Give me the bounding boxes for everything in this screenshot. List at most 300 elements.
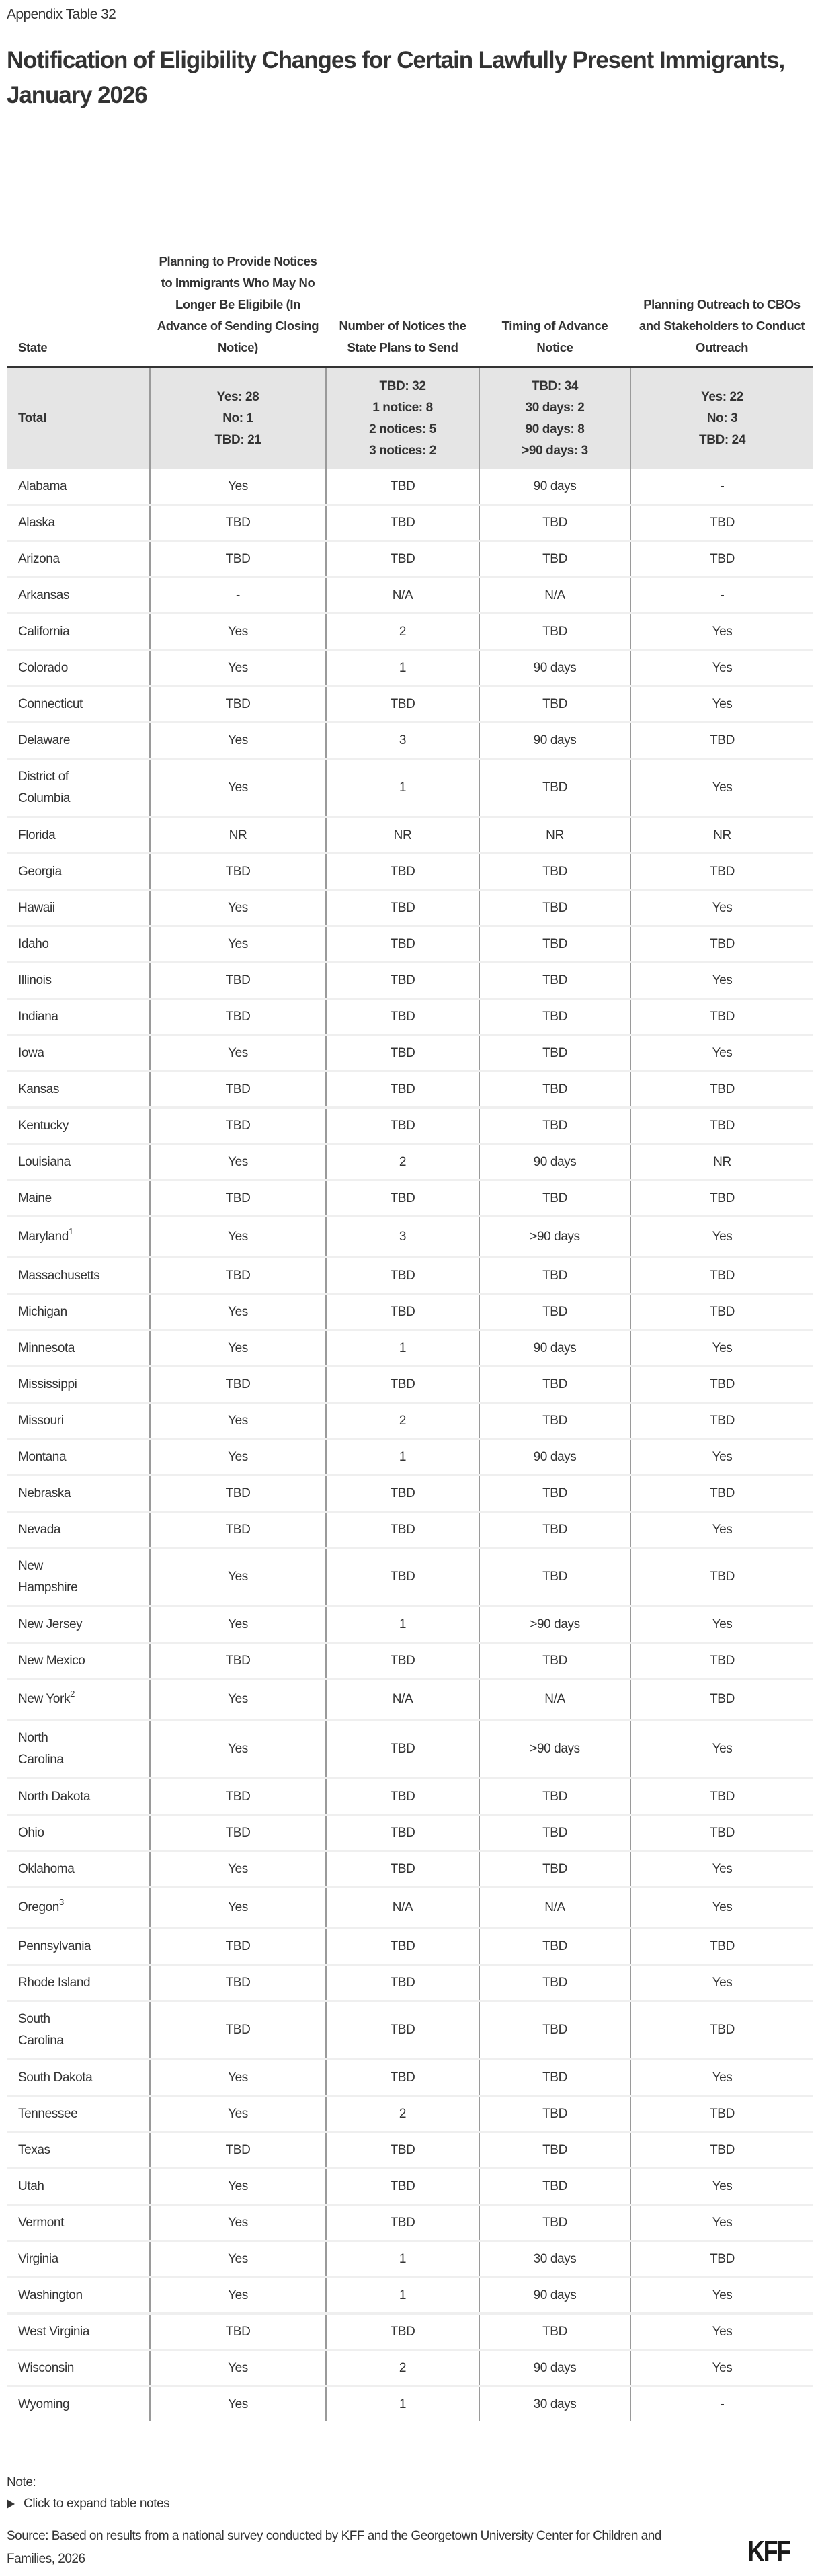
page-title: Notification of Eligibility Changes for Certain Lawfully Present Immigrants, January 2026 <box>7 47 785 108</box>
number-of-notices-cell: TBD <box>326 1476 479 1512</box>
number-of-notices-cell: N/A <box>326 1888 479 1929</box>
column-header-number-of-notices[interactable]: Number of Notices the State Plans to Send <box>326 148 479 368</box>
planning-notices-cell: NR <box>150 817 326 854</box>
number-of-notices-cell: TBD <box>326 2132 479 2169</box>
footnote-marker: 1 <box>68 1225 73 1236</box>
outreach-cell: TBD <box>630 1258 813 1294</box>
timing-cell: 90 days <box>479 469 630 505</box>
state-name: District of Columbia <box>18 770 71 805</box>
state-cell <box>7 723 150 759</box>
number-of-notices-cell: 1 <box>326 2386 479 2422</box>
planning-notices-cell: TBD <box>150 1815 326 1851</box>
table-row <box>7 505 813 541</box>
state-name: Rhode Island <box>18 1975 91 1990</box>
state-name: Florida <box>18 828 56 842</box>
number-of-notices-cell: NR <box>326 817 479 854</box>
timing-cell: TBD <box>479 1815 630 1851</box>
state-name: North Dakota <box>18 1789 91 1804</box>
outreach-cell: Yes <box>630 1888 813 1929</box>
state-name: Delaware <box>18 733 71 748</box>
state-name: New York <box>18 1692 71 1706</box>
table-row <box>7 890 813 926</box>
table-row <box>7 2132 813 2169</box>
state-cell <box>7 2132 150 2169</box>
state-name: Hawaii <box>18 900 55 915</box>
table-row <box>7 817 813 854</box>
number-of-notices-cell: 1 <box>326 1439 479 1476</box>
timing-cell: TBD <box>479 1108 630 1144</box>
state-name: Maine <box>18 1191 52 1205</box>
planning-notices-cell: Yes <box>150 2205 326 2241</box>
outreach-cell: TBD <box>630 926 813 963</box>
planning-notices-cell: TBD <box>150 2001 326 2060</box>
state-name: Massachusetts <box>18 1268 100 1283</box>
total-row <box>7 368 813 470</box>
number-of-notices-cell: TBD <box>326 2314 479 2350</box>
state-cell <box>7 1294 150 1330</box>
planning-notices-cell: Yes <box>150 469 326 505</box>
state-name: Washington <box>18 2288 83 2302</box>
table-row <box>7 1720 813 1779</box>
timing-cell: TBD <box>479 686 630 723</box>
outreach-cell: TBD <box>630 854 813 890</box>
planning-notices-cell: Yes <box>150 1217 326 1258</box>
outreach-cell: - <box>630 2386 813 2422</box>
table-row <box>7 2096 813 2132</box>
planning-notices-cell: TBD <box>150 2314 326 2350</box>
total-value: TBD: 34 <box>532 379 578 393</box>
timing-cell: >90 days <box>479 1607 630 1643</box>
table-row <box>7 1072 813 1108</box>
outreach-cell: Yes <box>630 1965 813 2001</box>
state-cell <box>7 2314 150 2350</box>
number-of-notices-cell: TBD <box>326 963 479 999</box>
total-outreach <box>630 368 813 470</box>
total-value: 90 days: 8 <box>525 422 585 436</box>
state-name: Missouri <box>18 1413 64 1428</box>
state-cell <box>7 1965 150 2001</box>
state-name: Tennessee <box>18 2106 78 2121</box>
timing-cell: 30 days <box>479 2241 630 2278</box>
timing-cell: TBD <box>479 2205 630 2241</box>
table-row <box>7 1851 813 1888</box>
footnote-marker: 2 <box>70 1688 75 1699</box>
state-cell <box>7 1929 150 1965</box>
timing-cell: TBD <box>479 505 630 541</box>
timing-cell: TBD <box>479 2314 630 2350</box>
state-name: South Dakota <box>18 2070 93 2085</box>
table-row <box>7 1439 813 1476</box>
table-row <box>7 2350 813 2386</box>
column-header-outreach[interactable]: Planning Outreach to CBOs and Stakeholders to Conduct Outreach <box>630 148 813 368</box>
outreach-cell: TBD <box>630 1072 813 1108</box>
table-row <box>7 686 813 723</box>
state-name: Virginia <box>18 2251 58 2266</box>
state-cell <box>7 1779 150 1815</box>
state-name: South Carolina <box>18 2012 64 2048</box>
table-row <box>7 1965 813 2001</box>
outreach-cell: TBD <box>630 1403 813 1439</box>
table-row <box>7 723 813 759</box>
planning-notices-cell: TBD <box>150 1072 326 1108</box>
number-of-notices-cell: TBD <box>326 1929 479 1965</box>
outreach-cell: TBD <box>630 999 813 1035</box>
planning-notices-cell: TBD <box>150 854 326 890</box>
timing-cell: TBD <box>479 759 630 817</box>
number-of-notices-cell: 2 <box>326 2096 479 2132</box>
outreach-cell: Yes <box>630 686 813 723</box>
state-cell <box>7 1144 150 1180</box>
planning-notices-cell: Yes <box>150 926 326 963</box>
number-of-notices-cell: TBD <box>326 1965 479 2001</box>
timing-cell: TBD <box>479 2132 630 2169</box>
planning-notices-cell: TBD <box>150 505 326 541</box>
state-name: Indiana <box>18 1009 58 1024</box>
state-cell <box>7 2241 150 2278</box>
number-of-notices-cell: TBD <box>326 890 479 926</box>
outreach-cell: Yes <box>630 2060 813 2096</box>
triangle-right-icon <box>7 2499 15 2509</box>
state-cell <box>7 469 150 505</box>
planning-notices-cell: TBD <box>150 2132 326 2169</box>
planning-notices-cell: TBD <box>150 1108 326 1144</box>
timing-cell: TBD <box>479 1180 630 1217</box>
outreach-cell: Yes <box>630 614 813 650</box>
state-cell <box>7 1439 150 1476</box>
planning-notices-cell: Yes <box>150 1888 326 1929</box>
state-cell <box>7 1679 150 1720</box>
state-cell <box>7 1258 150 1294</box>
planning-notices-cell: Yes <box>150 1403 326 1439</box>
number-of-notices-cell: 1 <box>326 1607 479 1643</box>
timing-cell: TBD <box>479 1294 630 1330</box>
timing-cell: TBD <box>479 541 630 577</box>
column-header-timing[interactable]: Timing of Advance Notice <box>479 148 630 368</box>
timing-cell: TBD <box>479 926 630 963</box>
timing-cell: TBD <box>479 1035 630 1072</box>
outreach-cell: Yes <box>630 1439 813 1476</box>
outreach-cell: Yes <box>630 2278 813 2314</box>
state-name: Connecticut <box>18 696 83 711</box>
table-row <box>7 926 813 963</box>
state-name: Ohio <box>18 1825 44 1840</box>
number-of-notices-cell: TBD <box>326 1548 479 1607</box>
number-of-notices-cell: TBD <box>326 1035 479 1072</box>
state-cell <box>7 2096 150 2132</box>
planning-notices-cell: TBD <box>150 1643 326 1679</box>
timing-cell: TBD <box>479 2169 630 2205</box>
number-of-notices-cell: 2 <box>326 1403 479 1439</box>
number-of-notices-cell: TBD <box>326 2205 479 2241</box>
timing-cell: TBD <box>479 1512 630 1548</box>
table-row <box>7 1108 813 1144</box>
note-label: Note: <box>7 2475 36 2489</box>
timing-cell: TBD <box>479 1258 630 1294</box>
state-cell <box>7 505 150 541</box>
planning-notices-cell: TBD <box>150 1258 326 1294</box>
table-row <box>7 469 813 505</box>
number-of-notices-cell: 3 <box>326 1217 479 1258</box>
expand-notes-toggle[interactable] <box>7 2497 169 2511</box>
number-of-notices-cell: 1 <box>326 1330 479 1367</box>
timing-cell: NR <box>479 817 630 854</box>
planning-notices-cell: Yes <box>150 1607 326 1643</box>
state-cell <box>7 577 150 614</box>
planning-notices-cell: Yes <box>150 1294 326 1330</box>
state-name: Oklahoma <box>18 1861 75 1876</box>
total-planning-notices <box>150 368 326 470</box>
state-cell <box>7 817 150 854</box>
state-cell <box>7 890 150 926</box>
state-cell <box>7 2169 150 2205</box>
planning-notices-cell: Yes <box>150 1330 326 1367</box>
timing-cell: TBD <box>479 2060 630 2096</box>
timing-cell: N/A <box>479 577 630 614</box>
timing-cell: TBD <box>479 1851 630 1888</box>
state-name: New Mexico <box>18 1653 85 1668</box>
planning-notices-cell: Yes <box>150 1679 326 1720</box>
number-of-notices-cell: TBD <box>326 469 479 505</box>
outreach-cell: Yes <box>630 2169 813 2205</box>
table-row <box>7 1548 813 1607</box>
outreach-cell: Yes <box>630 650 813 686</box>
number-of-notices-cell: 2 <box>326 1144 479 1180</box>
footnote-marker: 3 <box>58 1896 64 1907</box>
number-of-notices-cell: 1 <box>326 759 479 817</box>
table-row <box>7 650 813 686</box>
table-row <box>7 963 813 999</box>
timing-cell: TBD <box>479 614 630 650</box>
state-name: Vermont <box>18 2215 64 2230</box>
table-row <box>7 2169 813 2205</box>
table-row <box>7 1367 813 1403</box>
table-row <box>7 2001 813 2060</box>
state-name: West Virginia <box>18 2324 90 2339</box>
planning-notices-cell: Yes <box>150 650 326 686</box>
total-value: Yes: 28 <box>216 390 259 404</box>
total-value: 2 notices: 5 <box>369 422 436 436</box>
timing-cell: TBD <box>479 1476 630 1512</box>
state-cell <box>7 2060 150 2096</box>
state-name: Alabama <box>18 479 67 493</box>
state-name: Colorado <box>18 660 68 675</box>
table-row <box>7 1607 813 1643</box>
outreach-cell: TBD <box>630 1108 813 1144</box>
expand-notes-label: Click to expand table notes <box>24 2497 170 2511</box>
state-cell <box>7 926 150 963</box>
number-of-notices-cell: TBD <box>326 854 479 890</box>
planning-notices-cell: Yes <box>150 2350 326 2386</box>
state-name: Nebraska <box>18 1486 71 1500</box>
outreach-cell: TBD <box>630 541 813 577</box>
total-number-of-notices <box>326 368 479 470</box>
state-cell <box>7 650 150 686</box>
timing-cell: TBD <box>479 1643 630 1679</box>
state-cell <box>7 686 150 723</box>
outreach-cell: TBD <box>630 1367 813 1403</box>
timing-cell: TBD <box>479 1072 630 1108</box>
outreach-cell: Yes <box>630 1217 813 1258</box>
total-value: 1 notice: 8 <box>372 401 433 415</box>
outreach-cell: Yes <box>630 890 813 926</box>
state-name: Nevada <box>18 1522 61 1537</box>
outreach-cell: NR <box>630 817 813 854</box>
timing-cell: N/A <box>479 1888 630 1929</box>
table-row <box>7 2060 813 2096</box>
table-row <box>7 1180 813 1217</box>
total-value: 3 notices: 2 <box>369 444 436 458</box>
state-name: Iowa <box>18 1045 44 1060</box>
state-name: Arkansas <box>18 588 70 602</box>
planning-notices-cell: TBD <box>150 1367 326 1403</box>
outreach-cell: TBD <box>630 2001 813 2060</box>
outreach-cell: TBD <box>630 1548 813 1607</box>
state-name: Montana <box>18 1449 67 1464</box>
planning-notices-cell: Yes <box>150 1035 326 1072</box>
state-cell <box>7 1720 150 1779</box>
number-of-notices-cell: TBD <box>326 999 479 1035</box>
outreach-cell: Yes <box>630 963 813 999</box>
state-cell <box>7 963 150 999</box>
planning-notices-cell: Yes <box>150 723 326 759</box>
total-value: TBD: 32 <box>379 379 426 393</box>
number-of-notices-cell: TBD <box>326 1072 479 1108</box>
number-of-notices-cell: TBD <box>326 1367 479 1403</box>
outreach-cell: TBD <box>630 1294 813 1330</box>
timing-cell: 90 days <box>479 650 630 686</box>
state-name: Georgia <box>18 864 62 879</box>
outreach-cell: TBD <box>630 1476 813 1512</box>
number-of-notices-cell: N/A <box>326 577 479 614</box>
table-row <box>7 2278 813 2314</box>
table-row <box>7 1779 813 1815</box>
column-header-planning-notices[interactable]: Planning to Provide Notices to Immigrants Who May No Longer Be Eligibile (In Advance of Sending Closing Notice) <box>150 148 326 368</box>
table-row <box>7 854 813 890</box>
table-row <box>7 1679 813 1720</box>
planning-notices-cell: Yes <box>150 1439 326 1476</box>
table-row <box>7 2314 813 2350</box>
planning-notices-cell: Yes <box>150 2386 326 2422</box>
planning-notices-cell: Yes <box>150 2169 326 2205</box>
number-of-notices-cell: TBD <box>326 1258 479 1294</box>
state-name: Illinois <box>18 973 52 988</box>
state-cell <box>7 1607 150 1643</box>
outreach-cell: TBD <box>630 723 813 759</box>
state-name: Utah <box>18 2179 44 2193</box>
state-cell <box>7 1548 150 1607</box>
state-name: Mississippi <box>18 1377 77 1392</box>
state-name: Kansas <box>18 1082 59 1096</box>
state-cell <box>7 2205 150 2241</box>
planning-notices-cell: TBD <box>150 1476 326 1512</box>
outreach-cell: Yes <box>630 1035 813 1072</box>
state-name: Minnesota <box>18 1340 75 1355</box>
planning-notices-cell: Yes <box>150 890 326 926</box>
table-row <box>7 1888 813 1929</box>
number-of-notices-cell: TBD <box>326 1512 479 1548</box>
planning-notices-cell: TBD <box>150 1929 326 1965</box>
timing-cell: TBD <box>479 890 630 926</box>
timing-cell: TBD <box>479 1403 630 1439</box>
outreach-cell: - <box>630 577 813 614</box>
state-cell <box>7 1888 150 1929</box>
number-of-notices-cell: 3 <box>326 723 479 759</box>
number-of-notices-cell: 2 <box>326 2350 479 2386</box>
outreach-cell: TBD <box>630 1929 813 1965</box>
table-row <box>7 999 813 1035</box>
number-of-notices-cell: TBD <box>326 541 479 577</box>
planning-notices-cell: Yes <box>150 2060 326 2096</box>
state-cell <box>7 1643 150 1679</box>
planning-notices-cell: TBD <box>150 963 326 999</box>
total-label: Total <box>7 368 150 470</box>
outreach-cell: Yes <box>630 2350 813 2386</box>
table-row <box>7 1258 813 1294</box>
timing-cell: TBD <box>479 1929 630 1965</box>
number-of-notices-cell: TBD <box>326 1851 479 1888</box>
timing-cell: 90 days <box>479 723 630 759</box>
total-value: No: 3 <box>706 411 738 426</box>
timing-cell: TBD <box>479 999 630 1035</box>
outreach-cell: Yes <box>630 1851 813 1888</box>
state-name: New Jersey <box>18 1617 83 1632</box>
table-row <box>7 1476 813 1512</box>
state-cell <box>7 1035 150 1072</box>
number-of-notices-cell: TBD <box>326 2060 479 2096</box>
state-name: Kentucky <box>18 1118 69 1133</box>
number-of-notices-cell: TBD <box>326 1108 479 1144</box>
total-value: >90 days: 3 <box>522 444 588 458</box>
outreach-cell: NR <box>630 1144 813 1180</box>
state-cell <box>7 2001 150 2060</box>
number-of-notices-cell: TBD <box>326 505 479 541</box>
source-text: Source: Based on results from a national survey conducted by KFF and the Georgetown University Center for Children and Families, 2026 <box>7 2529 661 2566</box>
number-of-notices-cell: TBD <box>326 1643 479 1679</box>
total-value: 30 days: 2 <box>525 401 585 415</box>
planning-notices-cell: Yes <box>150 1720 326 1779</box>
table-row <box>7 2241 813 2278</box>
number-of-notices-cell: TBD <box>326 1815 479 1851</box>
planning-notices-cell: TBD <box>150 686 326 723</box>
state-name: Wyoming <box>18 2397 70 2411</box>
planning-notices-cell: Yes <box>150 759 326 817</box>
number-of-notices-cell: N/A <box>326 1679 479 1720</box>
timing-cell: TBD <box>479 1965 630 2001</box>
column-header-state[interactable]: State <box>7 148 150 368</box>
planning-notices-cell: TBD <box>150 1779 326 1815</box>
table-row <box>7 2205 813 2241</box>
state-name: Louisiana <box>18 1154 71 1169</box>
table-row <box>7 614 813 650</box>
table-row <box>7 577 813 614</box>
state-name: Arizona <box>18 551 60 566</box>
state-name: Wisconsin <box>18 2360 74 2375</box>
state-cell <box>7 854 150 890</box>
state-cell <box>7 1851 150 1888</box>
state-cell <box>7 2350 150 2386</box>
timing-cell: 90 days <box>479 2278 630 2314</box>
number-of-notices-cell: 1 <box>326 2241 479 2278</box>
state-name: Michigan <box>18 1304 67 1319</box>
table-row <box>7 1512 813 1548</box>
planning-notices-cell: Yes <box>150 2096 326 2132</box>
kff-logo: KFF <box>747 2535 790 2568</box>
timing-cell: N/A <box>479 1679 630 1720</box>
table-row <box>7 1294 813 1330</box>
timing-cell: TBD <box>479 2096 630 2132</box>
timing-cell: TBD <box>479 963 630 999</box>
number-of-notices-cell: TBD <box>326 926 479 963</box>
